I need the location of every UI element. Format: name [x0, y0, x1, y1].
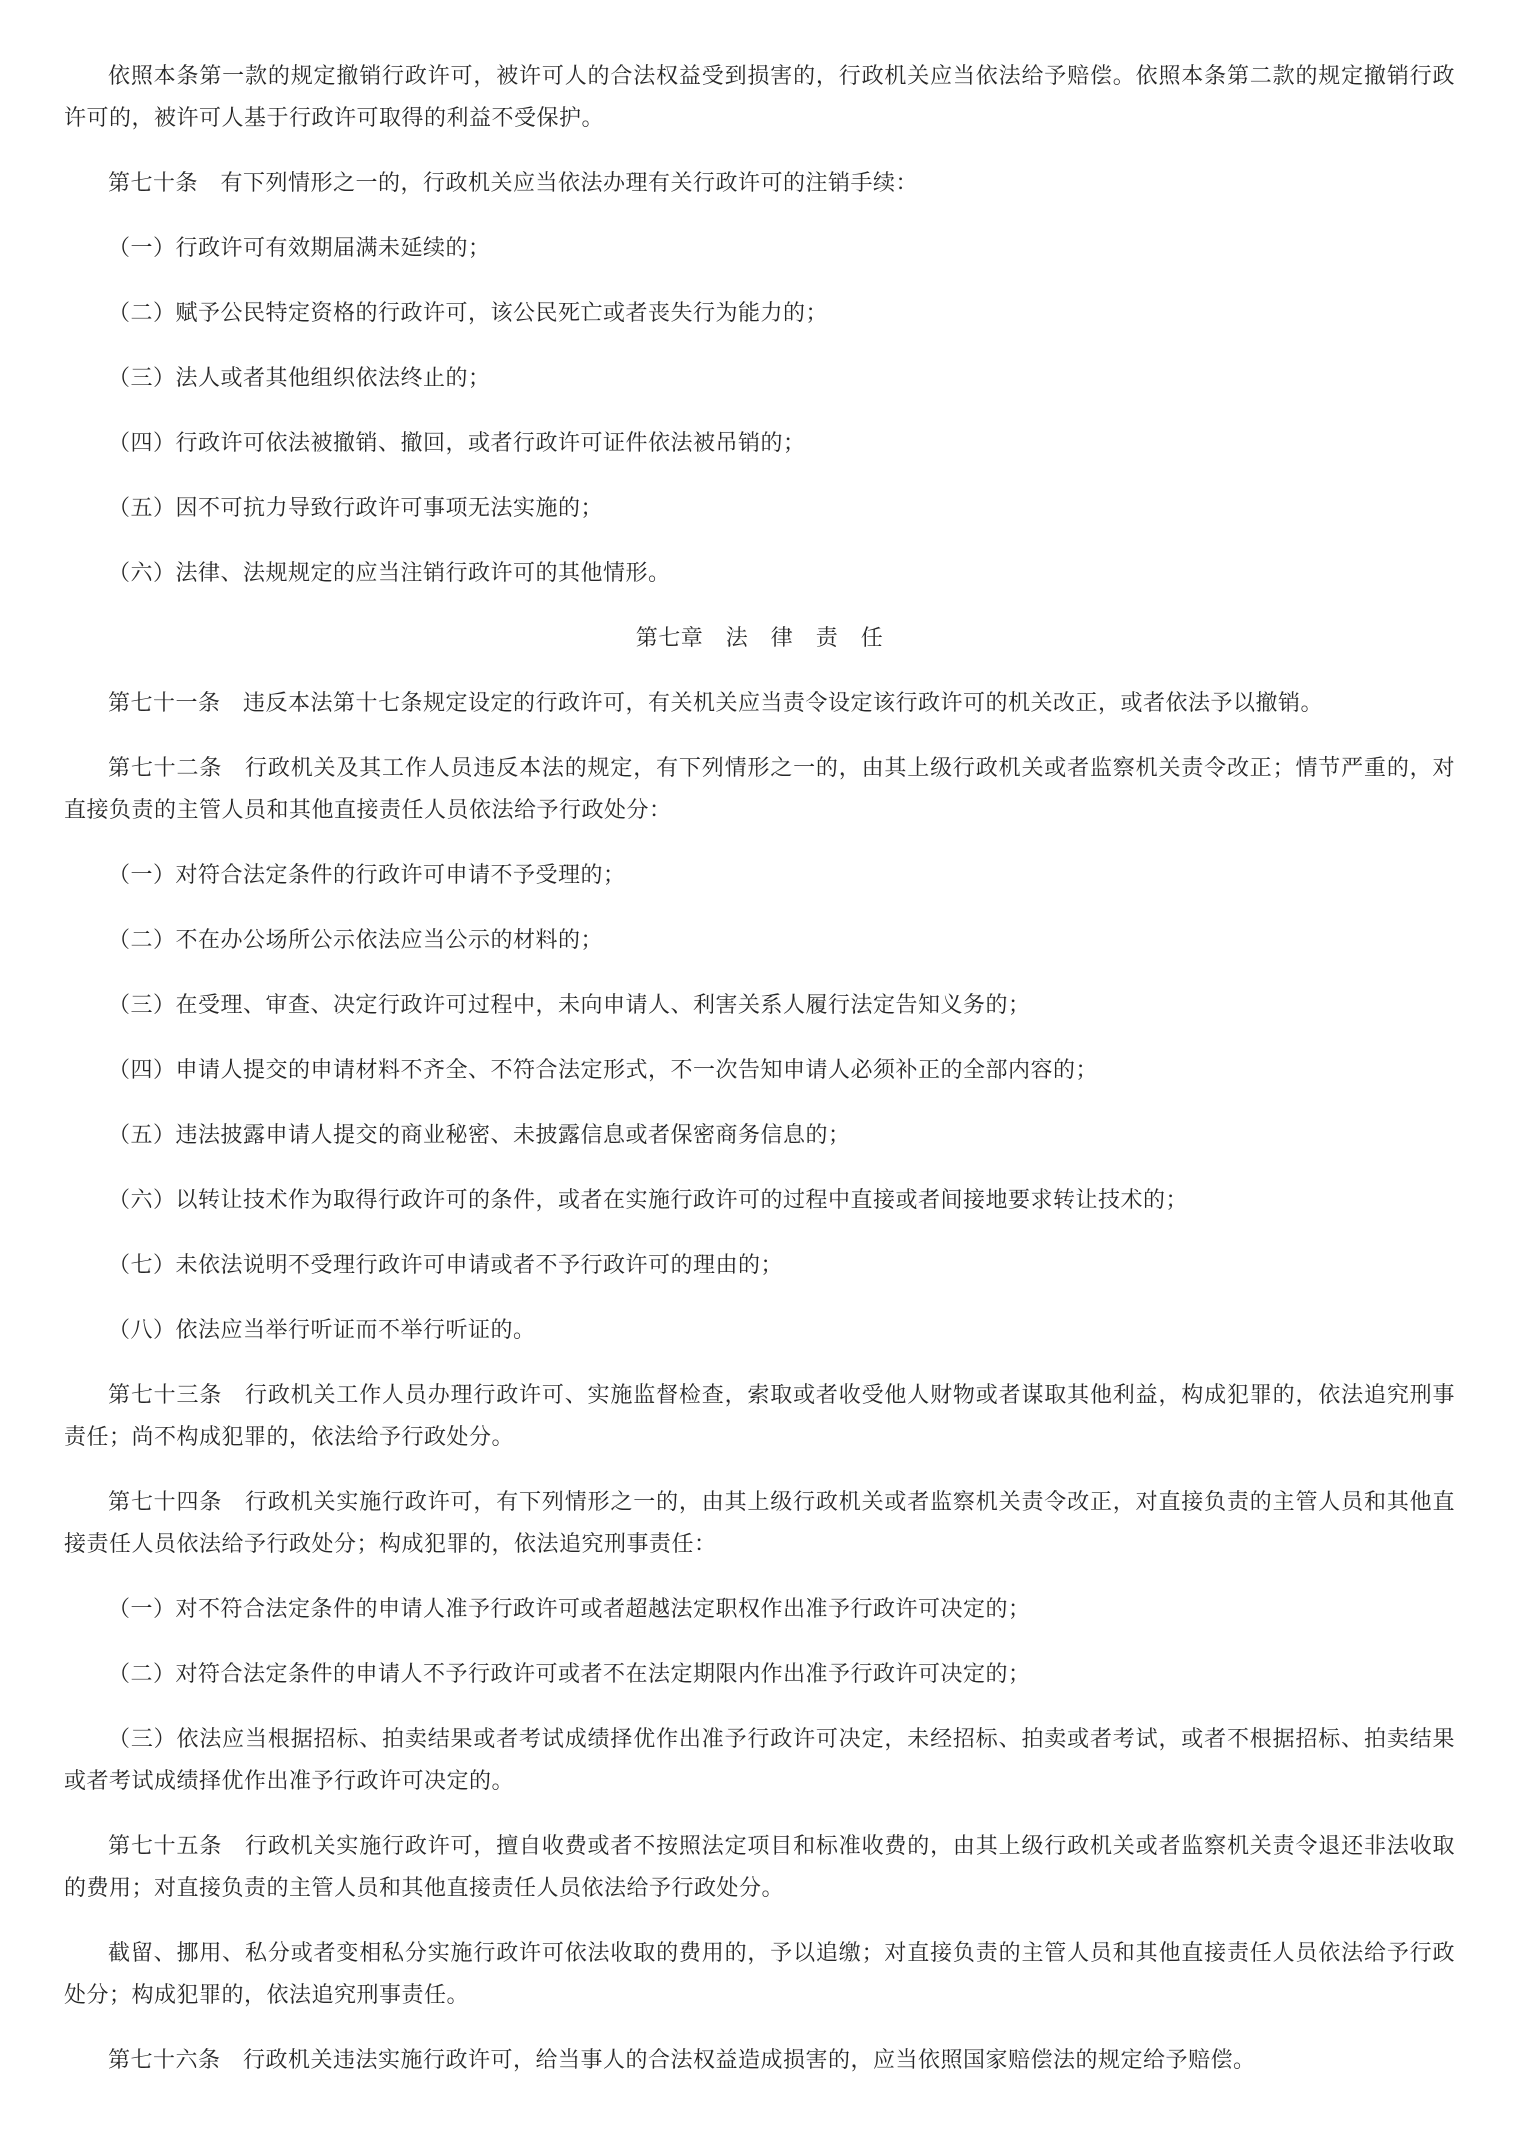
list-item: （一）对不符合法定条件的申请人准予行政许可或者超越法定职权作出准予行政许可决定的； — [108, 1596, 1031, 1621]
article-paragraph: 第七十条 有下列情形之一的，行政机关应当依法办理有关行政许可的注销手续： — [108, 170, 919, 195]
list-item: （三）依法应当根据招标、拍卖结果或者考试成绩择优作出准予行政许可决定，未经招标、拍卖或者考试，或者不根据招标、拍卖结果或者考试成绩择优作出准予行政许可决定的。 — [64, 1726, 1455, 1793]
list-item: （二）对符合法定条件的申请人不予行政许可或者不在法定期限内作出准予行政许可决定的； — [108, 1661, 1031, 1686]
list-item: （六）法律、法规规定的应当注销行政许可的其他情形。 — [108, 560, 671, 585]
article-paragraph: 截留、挪用、私分或者变相私分实施行政许可依法收取的费用的，予以追缴；对直接负责的主管人员和其他直接责任人员依法给予行政处分；构成犯罪的，依法追究刑事责任。 — [64, 1940, 1455, 2007]
list-item: （五）因不可抗力导致行政许可事项无法实施的； — [108, 495, 604, 520]
list-item: （二）不在办公场所公示依法应当公示的材料的； — [108, 927, 604, 952]
list-item: （三）法人或者其他组织依法终止的； — [108, 365, 491, 390]
list-item: （一）对符合法定条件的行政许可申请不予受理的； — [108, 862, 626, 887]
list-item: （四）申请人提交的申请材料不齐全、不符合法定形式，不一次告知申请人必须补正的全部内容的； — [108, 1057, 1099, 1082]
list-item: （二）赋予公民特定资格的行政许可，该公民死亡或者丧失行为能力的； — [108, 300, 829, 325]
article-paragraph: 第七十一条 违反本法第十七条规定设定的行政许可，有关机关应当责令设定该行政许可的机关改正，或者依法予以撤销。 — [108, 690, 1324, 715]
list-item: （三）在受理、审查、决定行政许可过程中，未向申请人、利害关系人履行法定告知义务的； — [108, 992, 1031, 1017]
list-item: （四）行政许可依法被撤销、撤回，或者行政许可证件依法被吊销的； — [108, 430, 806, 455]
list-item: （七）未依法说明不受理行政许可申请或者不予行政许可的理由的； — [108, 1252, 784, 1277]
list-item: （六）以转让技术作为取得行政许可的条件，或者在实施行政许可的过程中直接或者间接地要求转让技术的； — [108, 1187, 1189, 1212]
article-paragraph: 第七十三条 行政机关工作人员办理行政许可、实施监督检查，索取或者收受他人财物或者谋取其他利益，构成犯罪的，依法追究刑事责任；尚不构成犯罪的，依法给予行政处分。 — [64, 1382, 1455, 1449]
article-paragraph: 第七十五条 行政机关实施行政许可，擅自收费或者不按照法定项目和标准收费的，由其上级行政机关或者监察机关责令退还非法收取的费用；对直接负责的主管人员和其他直接责任人员依法给予行政处分。 — [64, 1833, 1455, 1900]
chapter-heading: 第七章 法 律 责 任 — [635, 625, 884, 650]
list-item: （一）行政许可有效期届满未延续的； — [108, 235, 491, 260]
article-paragraph: 第七十二条 行政机关及其工作人员违反本法的规定，有下列情形之一的，由其上级行政机关或者监察机关责令改正；情节严重的，对直接负责的主管人员和其他直接责任人员依法给予行政处分： — [64, 755, 1455, 822]
list-item: （五）违法披露申请人提交的商业秘密、未披露信息或者保密商务信息的； — [108, 1122, 851, 1147]
article-paragraph: 依照本条第一款的规定撤销行政许可，被许可人的合法权益受到损害的，行政机关应当依法给予赔偿。依照本条第二款的规定撤销行政许可的，被许可人基于行政许可取得的利益不受保护。 — [64, 63, 1455, 130]
list-item: （八）依法应当举行听证而不举行听证的。 — [108, 1317, 536, 1342]
article-paragraph: 第七十六条 行政机关违法实施行政许可，给当事人的合法权益造成损害的，应当依照国家赔偿法的规定给予赔偿。 — [108, 2047, 1256, 2072]
article-paragraph: 第七十四条 行政机关实施行政许可，有下列情形之一的，由其上级行政机关或者监察机关责令改正，对直接负责的主管人员和其他直接责任人员依法给予行政处分；构成犯罪的，依法追究刑事责任： — [64, 1489, 1455, 1556]
